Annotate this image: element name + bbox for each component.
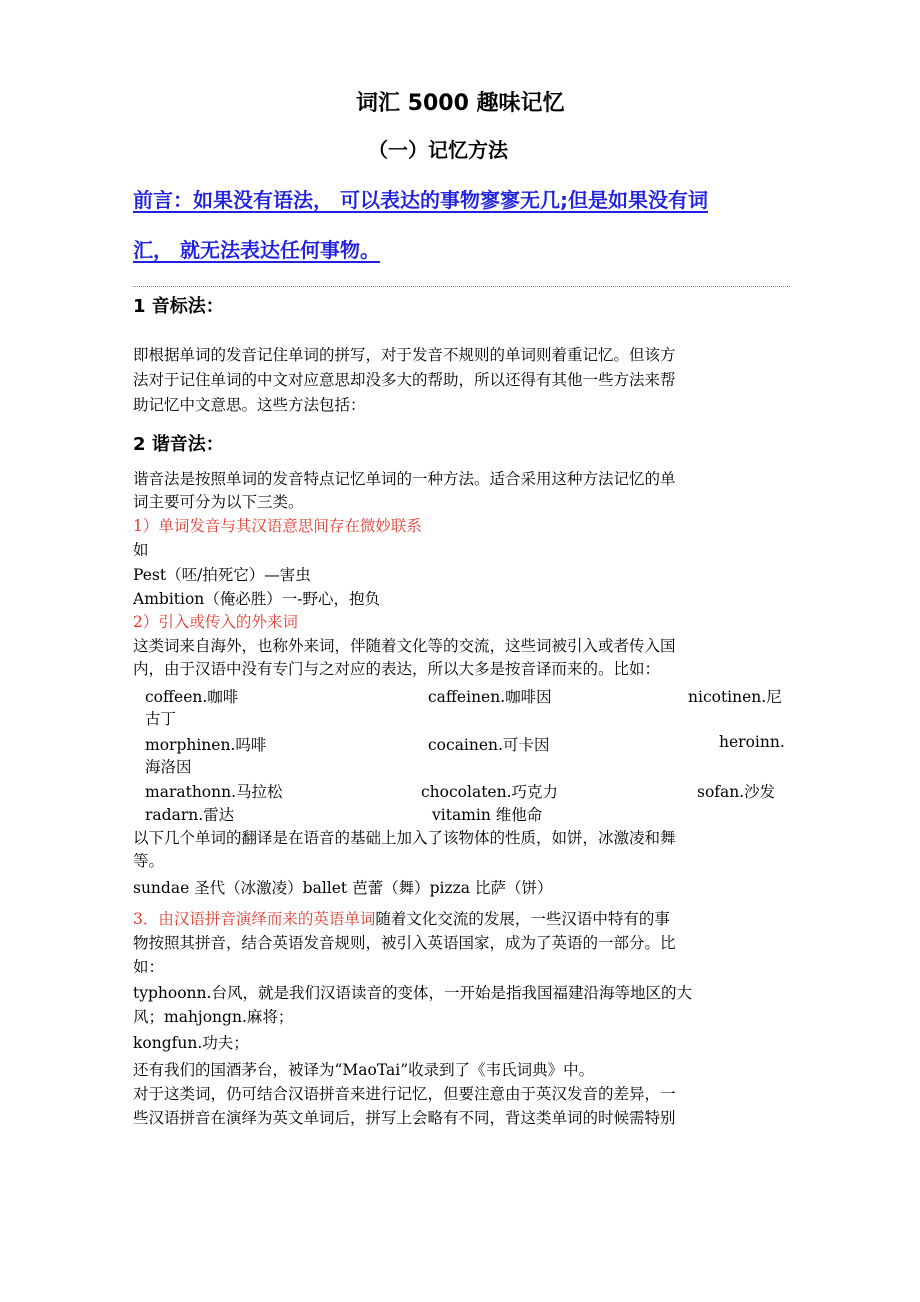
preface-line-1: 前言：如果没有语法， 可以表达的事物寥寥无几;但是如果没有词 [133, 188, 708, 212]
word-coffee: coffeen.咖啡 [145, 688, 239, 706]
category-1-line: Ambition（俺必胜）一-野心，抱负 [133, 590, 381, 608]
preface-line-2: 汇， 就无法表达任何事物。 [133, 238, 380, 262]
category-2-title: 2）引入或传入的外来词 [133, 613, 298, 631]
category-1-title: 1）单词发音与其汉语意思间存在微妙联系 [133, 517, 422, 535]
category-1-line: 如 [133, 541, 149, 559]
category-2-after: 以下几个单词的翻译是在语音的基础上加入了该物体的性质，如饼，冰激凌和舞 [133, 829, 676, 847]
word-chocolate: chocolaten.巧克力 [421, 783, 559, 801]
category-3-title-line [133, 908, 670, 931]
category-3-line: 如： [133, 958, 165, 976]
category-3-line: 物按照其拼音，结合英语发音规则，被引入英语国家，成为了英语的一部分。比 [133, 934, 676, 952]
category-3-line: typhoonn.台风，就是我们汉语读音的变体，一开始是指我国福建沿海等地区的大 [133, 984, 692, 1002]
word-nicotine-cont: 古丁 [145, 710, 177, 728]
category-3-line: 些汉语拼音在演绎为英文单词后，拼写上会略有不同，背这类单词的时候需特别 [133, 1109, 676, 1127]
section-2-intro: 谐音法是按照单词的发音特点记忆单词的一种方法。适合采用这种方法记忆的单 [133, 470, 676, 488]
divider [133, 286, 790, 287]
word-heroin: heroinn. [719, 733, 785, 751]
word-marathon: marathonn.马拉松 [145, 783, 283, 801]
word-sofa: sofan.沙发 [697, 783, 776, 801]
category-3-line: 风；mahjongn.麻将； [133, 1008, 294, 1026]
category-3-line: 对于这类词，仍可结合汉语拼音来进行记忆，但要注意由于英汉发音的差异，一 [133, 1085, 676, 1103]
page-title: 词汇 5000 趣味记忆 [356, 91, 565, 116]
category-3-title: 3．由汉语拼音演绎而来的英语单词 [133, 910, 376, 928]
section-1-line: 助记忆中文意思。这些方法包括： [133, 396, 366, 414]
word-vitamin: vitamin 维他命 [432, 806, 543, 824]
section-2-heading: 2 谐音法： [133, 434, 224, 455]
category-3-line: 还有我们的国酒茅台，被译为“MaoTai”收录到了《韦氏词典》中。 [133, 1061, 595, 1079]
section-1-line: 法对于记住单词的中文对应意思却没多大的帮助，所以还得有其他一些方法来帮 [133, 371, 676, 389]
category-1-line: Pest（呸/拍死它）—害虫 [133, 566, 311, 584]
category-2-line: 内，由于汉语中没有专门与之对应的表达，所以大多是按音译而来的。比如： [133, 660, 661, 678]
category-3-line: kongfun.功夫； [133, 1034, 249, 1052]
word-cocaine: cocainen.可卡因 [428, 736, 550, 754]
category-2-line: 这类词来自海外，也称外来词，伴随着文化等的交流，这些词被引入或者传入国 [133, 637, 676, 655]
category-2-after: 等。 [133, 852, 165, 870]
word-heroin-cont: 海洛因 [145, 758, 192, 776]
word-radar: radarn.雷达 [145, 806, 235, 824]
section-2-intro: 词主要可分为以下三类。 [133, 493, 304, 511]
page-subtitle: （一）记忆方法 [368, 138, 508, 162]
category-3-title-rest: 随着文化交流的发展，一些汉语中特有的事 [375, 910, 670, 928]
category-2-after: sundae 圣代（冰激凌）ballet 芭蕾（舞）pizza 比萨（饼） [133, 879, 553, 897]
section-1-heading: 1 音标法： [133, 296, 224, 317]
section-1-line: 即根据单词的发音记住单词的拼写，对于发音不规则的单词则着重记忆。但该方 [133, 346, 676, 364]
word-morphine: morphinen.吗啡 [145, 736, 267, 754]
word-caffeine: caffeinen.咖啡因 [428, 688, 552, 706]
word-nicotine: nicotinen.尼 [688, 688, 782, 706]
